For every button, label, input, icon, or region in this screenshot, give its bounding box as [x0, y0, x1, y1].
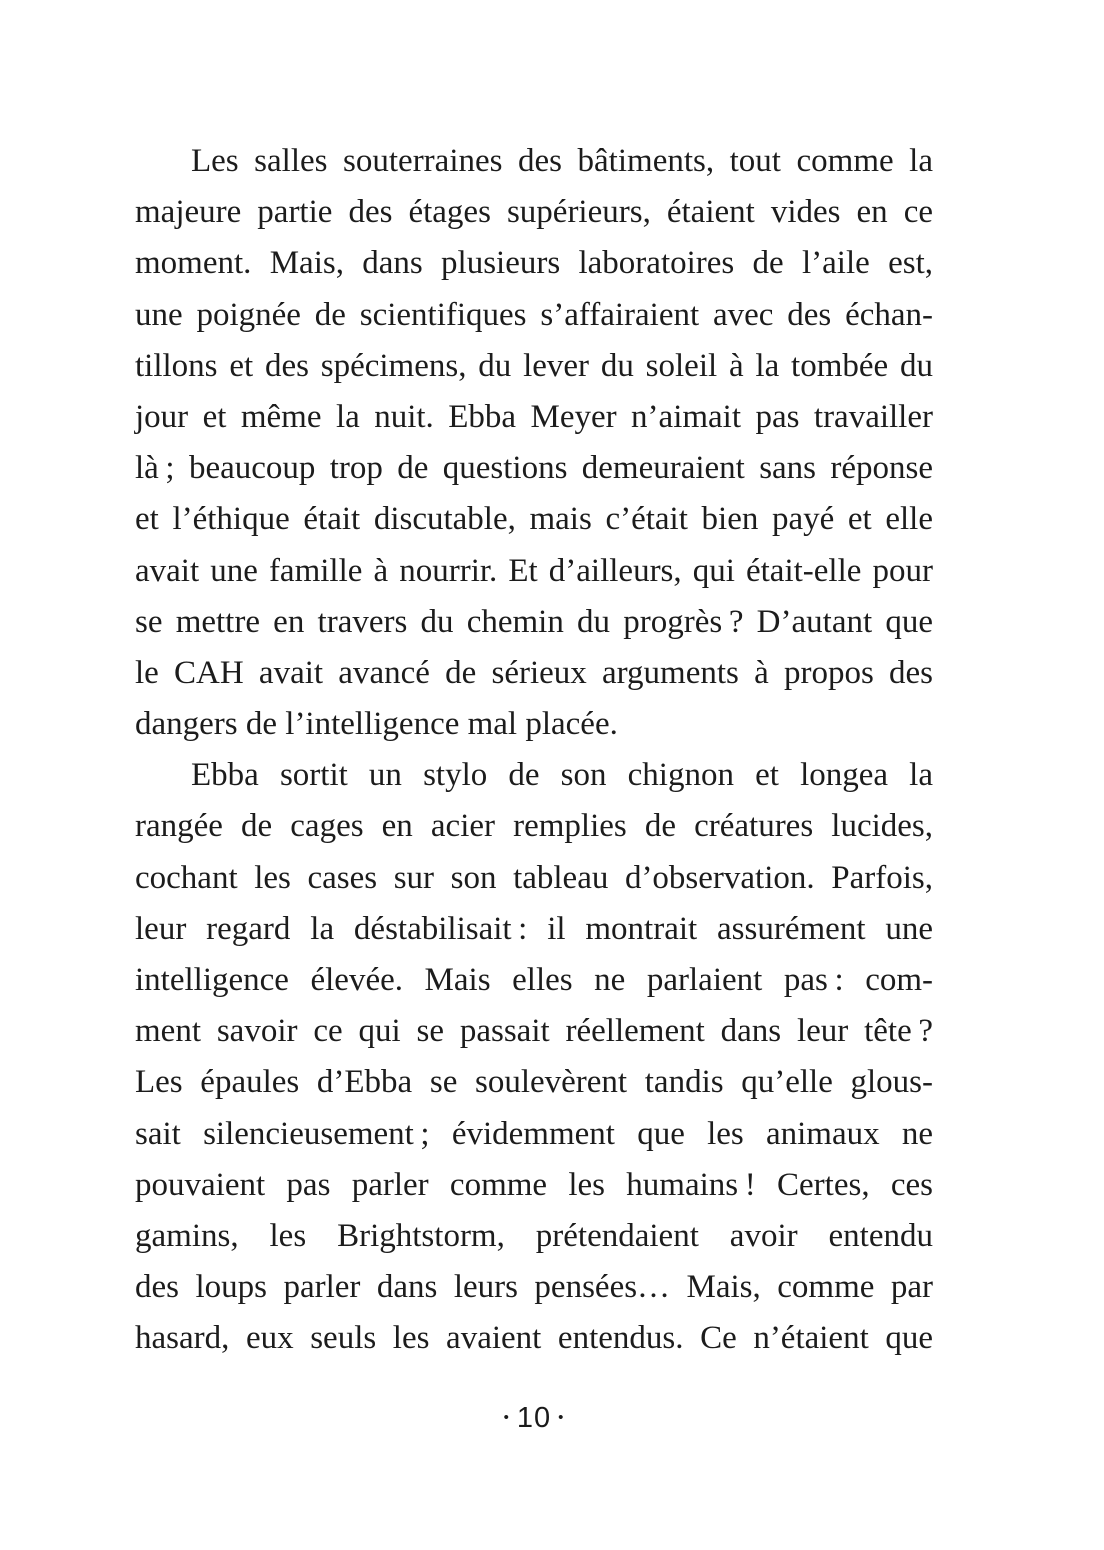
text-line: pouvaient pas parler comme les humains ! Certes, ces [135, 1166, 933, 1203]
text-line: sait silencieusement ; évidemment que les animaux ne [135, 1115, 933, 1152]
page-number-left-dot: • [503, 1409, 510, 1426]
text-line: Les épaules d’Ebba se soulevèrent tandis qu’elle glous- [135, 1064, 933, 1101]
text-line: dangers de l’intelligence mal placée. [135, 706, 618, 743]
text-line: intelligence élevée. Mais elles ne parlaient pas : com- [135, 962, 933, 998]
text-line: avait une famille à nourrir. Et d’ailleurs, qui était-elle pour [135, 552, 933, 589]
text-line: moment. Mais, dans plusieurs laboratoires de l’aile est, [135, 245, 933, 282]
text-line: gamins, les Brightstorm, prétendaient avoir entendu [135, 1217, 933, 1254]
text-line: rangée de cages en acier remplies de créatures lucides, [135, 808, 933, 845]
text-line: Les salles souterraines des bâtiments, tout comme la [191, 143, 933, 179]
text-line: tillons et des spécimens, du lever du soleil à la tombée du [135, 347, 933, 384]
text-line: ment savoir ce qui se passait réellement dans leur tête ? [135, 1013, 933, 1050]
text-line: majeure partie des étages supérieurs, étaient vides en ce [135, 194, 933, 231]
text-line: leur regard la déstabilisait : il montrait assurément une [135, 910, 933, 947]
text-line: le CAH avait avancé de sérieux arguments à propos des [135, 654, 933, 691]
text-line: des loups parler dans leurs pensées… Mais, comme par [135, 1269, 933, 1306]
page-number-value: 10 [516, 1402, 552, 1434]
text-line: là ; beaucoup trop de questions demeuraient sans réponse [135, 450, 933, 487]
text-line: Ebba sortit un stylo de son chignon et longea la [191, 757, 933, 794]
text-block [135, 136, 933, 1365]
page-number [135, 1402, 933, 1435]
text-line: une poignée de scientifiques s’affairaient avec des échan- [135, 296, 933, 333]
text-line: jour et même la nuit. Ebba Meyer n’aimait pas travailler [135, 398, 933, 435]
text-line: et l’éthique était discutable, mais c’était bien payé et elle [135, 501, 933, 538]
page-number-right-dot: • [558, 1409, 565, 1426]
text-line: hasard, eux seuls les avaient entendus. Ce n’étaient que [135, 1320, 933, 1357]
text-line: se mettre en travers du chemin du progrès ? D’autant que [135, 603, 933, 640]
text-line: cochant les cases sur son tableau d’observation. Parfois, [135, 859, 933, 896]
